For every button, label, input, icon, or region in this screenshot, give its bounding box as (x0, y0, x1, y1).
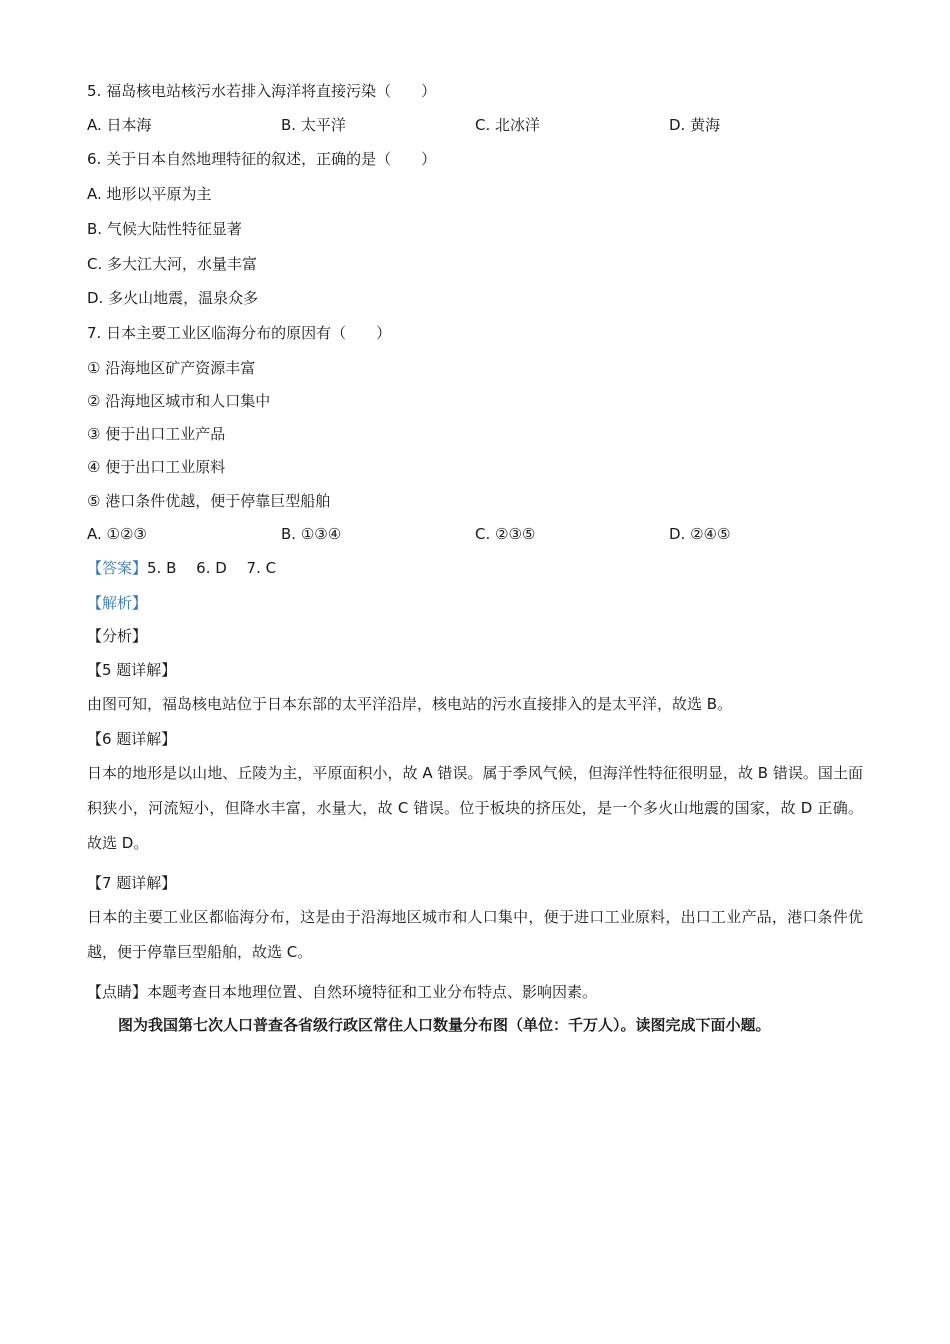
analysis-label: 【解析】 (87, 594, 148, 612)
q5-option-a: A. 日本海 (87, 116, 152, 134)
answer-label: 【答案】 (87, 559, 148, 577)
detail-5-label: 【5 题详解】 (87, 661, 177, 679)
answer-line (87, 558, 276, 578)
q7-option-c: C. ②③⑤ (475, 525, 536, 543)
q6-option-d: D. 多火山地震，温泉众多 (87, 289, 259, 307)
q7-item-1: ① 沿海地区矿产资源丰富 (87, 359, 256, 377)
question-6-stem: 6. 关于日本自然地理特征的叙述，正确的是（ ） (87, 150, 437, 168)
q7-item-2: ② 沿海地区城市和人口集中 (87, 392, 271, 410)
next-section-intro: 图为我国第七次人口普查各省级行政区常住人口数量分布图（单位：千万人）。读图完成下面小题。 (118, 1016, 771, 1034)
detail-7-text: 日本的主要工业区都临海分布，这是由于沿海地区城市和人口集中，便于进口工业原料，出口工业产品，港口条件优越，便于停靠巨型船舶，故选 C。 (87, 908, 863, 961)
detail-6-label: 【6 题详解】 (87, 730, 177, 748)
q7-item-5: ⑤ 港口条件优越，便于停靠巨型船舶 (87, 492, 331, 510)
detail-6-text: 日本的地形是以山地、丘陵为主，平原面积小，故 A 错误。属于季风气候，但海洋性特征很明显，故 B 错误。国土面积狭小，河流短小，但降水丰富，水量大，故 C 错误。位于板块的挤压处，是一个多火山地震的国家，故 D 正确。故选 D。 (87, 764, 863, 852)
q5-option-b: B. 太平洋 (281, 116, 346, 134)
q6-option-a: A. 地形以平原为主 (87, 185, 212, 203)
q5-option-d: D. 黄海 (669, 116, 721, 134)
question-5-stem: 5. 福岛核电站核污水若排入海洋将直接污染（ ） (87, 82, 437, 100)
q6-option-b: B. 气候大陆性特征显著 (87, 220, 242, 238)
answer-text: 5. B 6. D 7. C (147, 559, 277, 577)
q5-option-c: C. 北冰洋 (475, 116, 541, 134)
q7-option-b: B. ①③④ (281, 525, 342, 543)
dianjing-note: 【点睛】本题考查日本地理位置、自然环境特征和工业分布特点、影响因素。 (87, 983, 598, 1001)
q6-option-c: C. 多大江大河，水量丰富 (87, 255, 258, 273)
detail-5-text: 由图可知，福岛核电站位于日本东部的太平洋沿岸，核电站的污水直接排入的是太平洋，故选 B。 (87, 695, 733, 713)
q7-option-a: A. ①②③ (87, 525, 147, 543)
q7-item-4: ④ 便于出口工业原料 (87, 458, 226, 476)
question-7-stem: 7. 日本主要工业区临海分布的原因有（ ） (87, 324, 392, 342)
detail-7-label: 【7 题详解】 (87, 874, 177, 892)
q7-option-d: D. ②④⑤ (669, 525, 731, 543)
fenxi-label: 【分析】 (87, 627, 148, 645)
q7-item-3: ③ 便于出口工业产品 (87, 425, 226, 443)
